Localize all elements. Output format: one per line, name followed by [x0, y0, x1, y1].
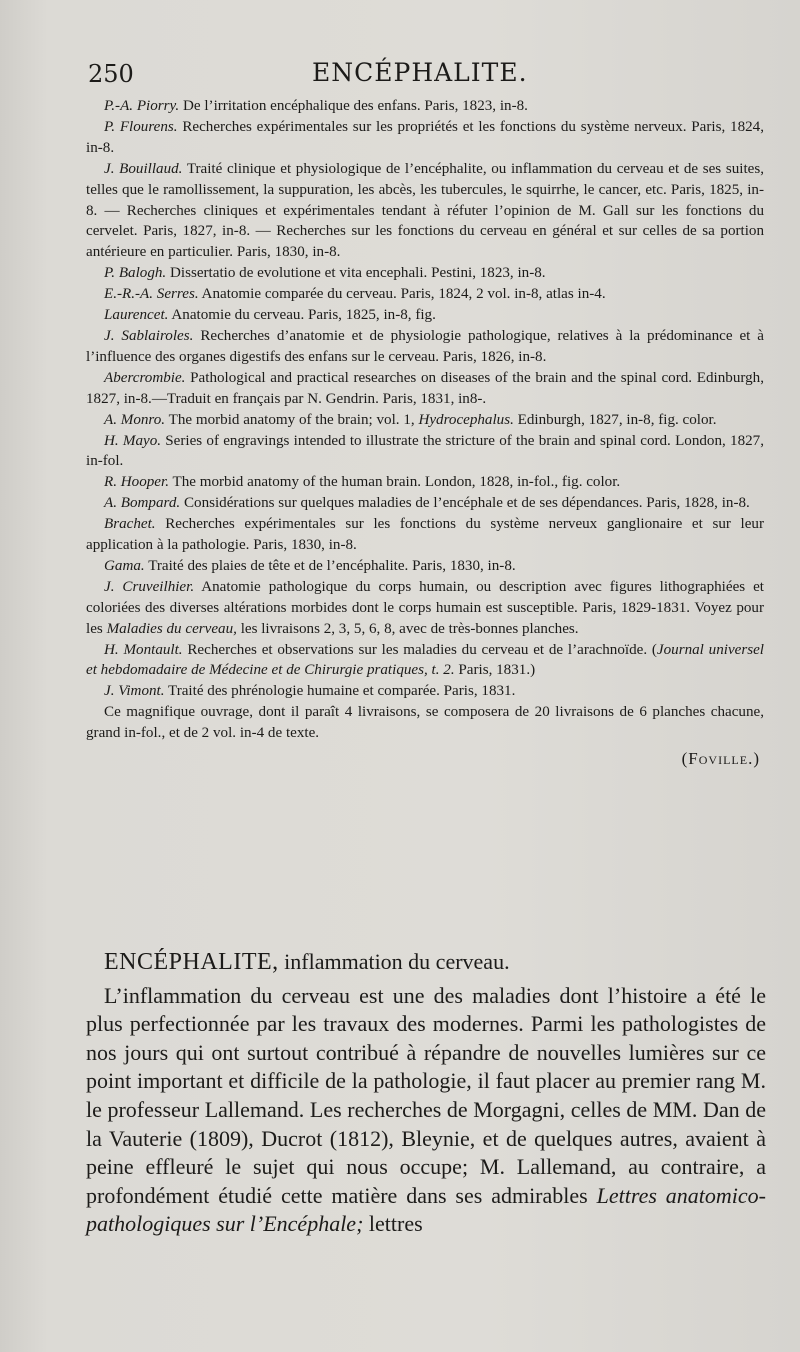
running-title: ENCÉPHALITE.	[312, 58, 528, 87]
entry-author: P. Balogh.	[104, 265, 167, 282]
bibliography-entry	[86, 410, 764, 431]
entry-author: H. Montault.	[104, 641, 183, 658]
entry-text: Traité des plaies de tête et de l’encéphalite. Paris, 1830, in-8.	[148, 557, 516, 574]
entry-author: J. Cruveilhier.	[104, 578, 195, 595]
entry-author: P. Flourens.	[104, 118, 178, 135]
bibliography-entry	[86, 681, 764, 702]
entry-author: Gama.	[104, 557, 145, 574]
bibliography-entry	[86, 577, 764, 640]
bibliography-entry	[86, 368, 764, 410]
entry-italic-title: Journal universel et hebdomadaire de Médecine et de Chirurgie pratiques, t. 2.	[86, 641, 764, 679]
bibliography-entry	[86, 514, 764, 556]
entry-text: Recherches expérimentales sur les propriétés et les fonctions du système nerveux. Paris, 1824, in-8.	[86, 118, 764, 156]
bibliography-entry	[86, 263, 764, 284]
entry-text: Anatomie comparée du cerveau. Paris, 1824, 2 vol. in-8, atlas in-4.	[201, 286, 606, 303]
entry-italic-title: Hydrocephalus.	[418, 411, 514, 428]
article-text: lettres	[368, 1211, 423, 1237]
entry-author: Brachet.	[104, 516, 156, 533]
author-signature: (Foville.)	[681, 749, 760, 769]
entry-italic-title: Maladies du cerveau,	[106, 620, 237, 637]
entry-text: Traité clinique et physiologique de l’encéphalite, ou inflammation du cerveau et de ses suites, telles que le ramollissement, la suppuration, les abcès, les tubercules, le squirrhe, le cancer, etc. Paris, 1825, in-8. — Recherches cliniques et expérimentales tendant à réfuter l’opinion de M. Gall sur les fonctions du cervelet. Paris, 1827, in-8. — Recherches sur les fonctions du cerveau en général et sur celles de sa portion antérieure en particulier. Paris, 1830, in-8.	[86, 160, 764, 261]
entry-text: Paris, 1831.)	[458, 662, 536, 679]
entry-author: H. Mayo.	[104, 432, 162, 449]
article-italic-title: Lettres anatomico-pathologiques sur l’Encéphale;	[86, 1182, 766, 1237]
bibliography-entry	[86, 159, 764, 264]
article-heading	[86, 948, 766, 977]
entry-author: E.-R.-A. Serres.	[104, 286, 199, 303]
entry-text: Anatomie du cerveau. Paris, 1825, in-8, fig.	[171, 307, 436, 324]
entry-author: J. Bouillaud.	[104, 160, 183, 177]
entry-text: The morbid anatomy of the brain; vol. 1,	[168, 411, 415, 428]
entry-author: P.-A. Piorry.	[104, 98, 180, 114]
bibliography-entry	[86, 640, 764, 682]
entry-author: A. Monro.	[104, 411, 166, 428]
entry-text: Edinburgh, 1827, in-8, fig. color.	[517, 411, 717, 428]
article-headword: ENCÉPHALITE,	[104, 949, 279, 975]
page-number: 250	[88, 60, 134, 88]
bibliography-entry	[86, 326, 764, 368]
entry-text: les livraisons 2, 3, 5, 6, 8, avec de très-bonnes planches.	[240, 620, 579, 637]
entry-text: De l’irritation encéphalique des enfans. Paris, 1823, in-8.	[182, 98, 528, 114]
entry-text: Pathological and practical researches on diseases of the brain and the spinal cord. Edinburgh, 1827, in-8.—Traduit en français par N. Gendrin. Paris, 1831, in8-.	[86, 369, 764, 407]
entry-text: Considérations sur quelques maladies de l’encéphale et de ses dépendances. Paris, 1828, in-8.	[183, 495, 750, 512]
bibliography-entry	[86, 472, 764, 493]
entry-text: The morbid anatomy of the human brain. London, 1828, in-fol., fig. color.	[172, 474, 621, 491]
bibliography	[86, 96, 764, 770]
article-paragraph	[86, 982, 766, 1239]
entry-text: Recherches et observations sur les maladies du cerveau et de l’arachnoïde. (	[187, 641, 657, 658]
bibliography-entry	[86, 431, 764, 473]
bibliography-entry	[86, 305, 764, 326]
entry-author: J. Sablairoles.	[104, 327, 194, 344]
bibliography-note: Ce magnifique ouvrage, dont il paraît 4 livraisons, se composera de 20 livraisons de 6 planches chacune, grand in-fol., et de 2 vol. in-4 de texte.	[86, 704, 764, 742]
entry-text: Recherches d’anatomie et de physiologie pathologique, relatives à la prédominance et à l’influence des organes digestifs des enfans sur le cerveau. Paris, 1826, in-8.	[86, 327, 764, 365]
page-header	[88, 56, 760, 92]
article	[86, 948, 766, 1239]
bibliography-entry	[86, 556, 764, 577]
entry-author: Laurencet.	[104, 307, 169, 324]
entry-text: Dissertatio de evolutione et vita encephali. Pestini, 1823, in-8.	[169, 265, 546, 282]
bibliography-entry	[86, 284, 764, 305]
entry-text: Recherches expérimentales sur les fonctions du système nerveux ganglionaire et sur leur application à la pathologie. Paris, 1830, in-8.	[86, 516, 764, 554]
bibliography-entry	[86, 493, 764, 514]
entry-text: Anatomie pathologique du corps humain, ou description avec figures lithographiées et coloriées des diverses altérations morbides dont le corps humain est susceptible. Paris, 1829-1831. Voyez pour les	[86, 578, 764, 637]
entry-text: Traité des phrénologie humaine et comparée. Paris, 1831.	[168, 683, 516, 700]
entry-author: Abercrombie.	[104, 369, 186, 386]
bibliography-entry	[86, 117, 764, 159]
entry-author: R. Hooper.	[104, 474, 169, 491]
bibliography-entry	[86, 96, 764, 117]
entry-author: J. Vimont.	[104, 683, 165, 700]
entry-author: A. Bompard.	[104, 495, 181, 512]
entry-text: Series of engravings intended to illustrate the stricture of the brain and spinal cord. London, 1827, in-fol.	[86, 432, 764, 470]
article-text: L’inflammation du cerveau est une des maladies dont l’histoire a été le plus perfectionnée par les travaux des modernes. Parmi les pathologistes de nos jours qui ont surtout contribué à répandre de nouvelles lumières sur ce point important et difficile de la pathologie, il faut placer au premier rang M. le professeur Lallemand. Les recherches de Morgagni, celles de MM. Dan de la Vauterie (1809), Ducrot (1812), Bleynie, et de quelques autres, avaient à peine effleuré le sujet qui nous occupe; M. Lallemand, au contraire, a profondément étudié cette matière dans ses admirables	[86, 982, 766, 1208]
article-definition: inflammation du cerveau.	[284, 949, 510, 974]
